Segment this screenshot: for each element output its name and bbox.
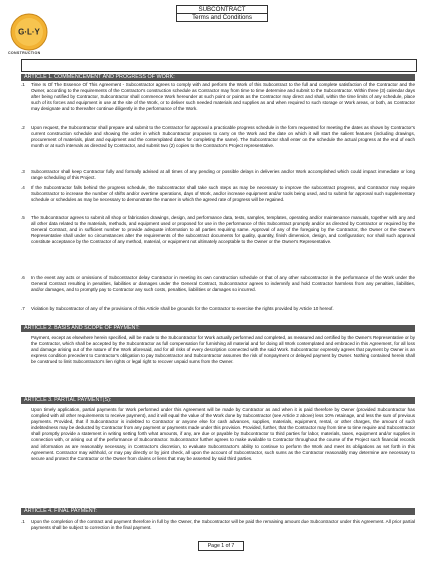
title-box [176,5,268,22]
article-1-heading: ARTICLE 1. COMMENCEMENT AND PROGRESS OF WORK: [21,74,415,81]
para-text: Violation by Subcontractor of any of the provisions of this Article shall be grounds for the Contractor to exercise the rights provided by Article 10 hereof. [31,306,334,311]
article-2-para [21,335,415,365]
para-number: .1 [21,519,25,524]
para-text: The Subcontractor agrees to submit all shop or fabrication drawings, design, and performance data, tests, samples, templates, operating and/or maintenance manuals, together with any and all other data related to the materials, methods, and equipment used or proposed for use in the performance of this Subcontract promptly and/or as directed by Contractor or required by the General Contract, and in sufficient number to provide adequate information to all parties requiring same. Approval of any of the foregoing by the Contractor, the Owner or the Owner's Representative shall under no circumstances alter the requirements of the subcontract documents for quality, quantity, finish dimension, design, and configuration; nor shall such approval constitute acceptance by the Contractor of any method, material, or equipment not ultimately acceptable to the Owner or the Owner's Representative. [31,215,415,245]
document-subtitle: Terms and Conditions [192,14,252,21]
para-number: .5 [21,215,25,220]
logo-wordmark: CONSTRUCTION [8,51,41,55]
para-text: Subcontractor shall keep Contractor fully and formally advised at all times of any pending or possible delays in deliveries and/or Work accomplished which could impact immediate or long range scheduling of this Project. [31,169,415,181]
para-text: Time Is Of The Essence Of This Agreement - Subcontractor agrees to comply with and perform the Work of this Subcontract to the full and complete satisfaction of the Contractor and the Owner, according to the requirements of the Contractor's construction schedule as Contractor may from time to time determine and submit to the Subcontractor. Within three (3) calendar days after being notified by Contractor, Subcontractor shall commence Work hereunder at such point or points as the Contractor may direct and shall, within the time limits of any schedule, place such of its forces and equipment in use at the site of the Work, or to deliver such needed materials and supplies as and when required to such storage or Work areas, or both, as Contractor may designate and to thereafter continue diligently in the performance of the Work. [31,82,415,112]
para-number: .3 [21,169,25,174]
para-number: .7 [21,306,25,311]
para-number: .2 [21,125,25,130]
logo-emblem-icon [8,12,50,52]
article-1-para-3 [21,169,415,181]
article-4-para-1 [21,519,415,531]
article-3-heading: ARTICLE 3. PARTIAL PAYMENT(S): [21,397,415,404]
company-logo [8,12,50,52]
article-4-heading: ARTICLE 4. FINAL PAYMENT: [21,508,415,515]
article-1-para-5 [21,215,415,245]
article-1-para-2 [21,125,415,149]
para-number: .1 [21,82,25,87]
blank-field-box [21,59,417,72]
para-text: Payment, except as elsewhere herein specified, will be made to the Subcontractor for Work actually performed and completed, as measured and certified by the Owner's Representative or by the Contractor, which shall be accepted by the Subcontractor as full compensation for furnishing all material and for doing all Work contemplated and embraced in this Agreement, for all loss and damage arising out of the nature of the Work aforesaid, and for all risks of every description connected with the said Work. Subcontractor expressly agrees that payment by Owner is an express condition precedent to Contractor's obligation to pay Subcontractor and Subcontractor assumes the risk of nonpayment or delayed payment by Owner. Nothing contained herein shall be construed to limit Subcontractor's lien rights or legal right to recover unpaid sums from the Owner. [31,335,415,365]
page-number: Page 1 of 7 [198,541,244,551]
article-3-para [21,407,415,462]
para-number: .4 [21,185,25,190]
logo-letters: G·L·Y [18,27,40,37]
article-1-para-7 [21,306,415,312]
article-1-para-1 [21,82,415,112]
para-number: .6 [21,275,25,280]
para-text: If the Subcontractor falls behind the progress schedule, the Subcontractor shall take such steps as may be necessary to improve the subcontract progress, and Contractor may require Subcontractor to increase the number of shifts and/or overtime operations, days of Work, and/or increase equipment and/or tools being used, and to submit for approval such supplementary schedule or schedules as may be necessary to demonstrate the manner in which the agreed rate of progress will be regained. [31,185,415,203]
para-text: Upon the completion of the contract and payment therefore in full by the Owner, the Subcontractor will be paid the remaining amount due Subcontractor under this Agreement. All prior partial payments shall be subject to correction in the final payment. [31,519,415,531]
document-title: SUBCONTRACT [177,6,267,14]
para-text: In the event any acts or omissions of Subcontractor delay Contractor in meeting its own construction schedule or that of any other subcontractor in the performance of the Work under the General Contract resulting in penalties, liabilities or damages under the General Contract, Subcontractor agrees to indemnify and hold Contractor harmless from any penalties, liabilities, and/or damages, and to promptly pay to Contractor any such costs, penalties, liabilities or damages so incurred. [31,275,415,293]
article-1-para-4 [21,185,415,203]
article-1-para-6 [21,275,415,293]
para-text: Upon timely application, partial payments for Work performed under this Agreement will be made by Contractor as and when it is paid therefore by Owner (provided Subcontractor has complied with all other requirements to receive payment), and it will equal the value of the Work done by Subcontractor (see Article 2 above) less 10% retainage, and less the sum of previous payments. Provided, that if Subcontractor is indebted to Contractor or anyone else for cash advances, supplies, materials, equipment, rental, or other charges, the amount of such indebtedness may be deducted by Contractor from any payment or payments made under this provision. Provided, further, that the Contractor may from time to time require and Subcontractor shall promptly provide a statement in writing setting forth what amounts, if any, are due or payable by Subcontractor to third parties for labor, materials, taxes, equipment and/or supplies in connection with, or arising out of the performance of Subcontractor. Subcontractor further agrees to make available to Contractor throughout the course of the Project such financial records and information as are reasonably necessary, in Contractor's discretion, to evaluate Subcontractor's ability to continue to perform the Work and meet its obligations as set forth in this Agreement. Contractor may withhold, or may pay directly or by joint check, all upon the account of Subcontractor, such sums as the Contractor reasonably may determine are necessary to secure and protect the Contractor or the Owner from claims or liens that may be asserted by said third parties. [31,407,415,461]
article-2-heading: ARTICLE 2. BASIS AND SCOPE OF PAYMENT: [21,325,415,332]
para-text: Upon request, the Subcontractor shall prepare and submit to the Contractor for approval a practicable progress schedule in the form requested for meeting the dates as shown by Contractor's current construction schedule and showing the order in which Subcontractor proposes to carry on the Work and the date on which it will start the salient features (including drawings, procurement of materials, plant and equipment and the contemplated dates for completing the same). The Subcontractor shall enter on the schedule the actual progress at the end of each month or at such intervals as directed by Contractor, and submit two (2) copies to the Contractor's Project representative. [31,125,415,149]
